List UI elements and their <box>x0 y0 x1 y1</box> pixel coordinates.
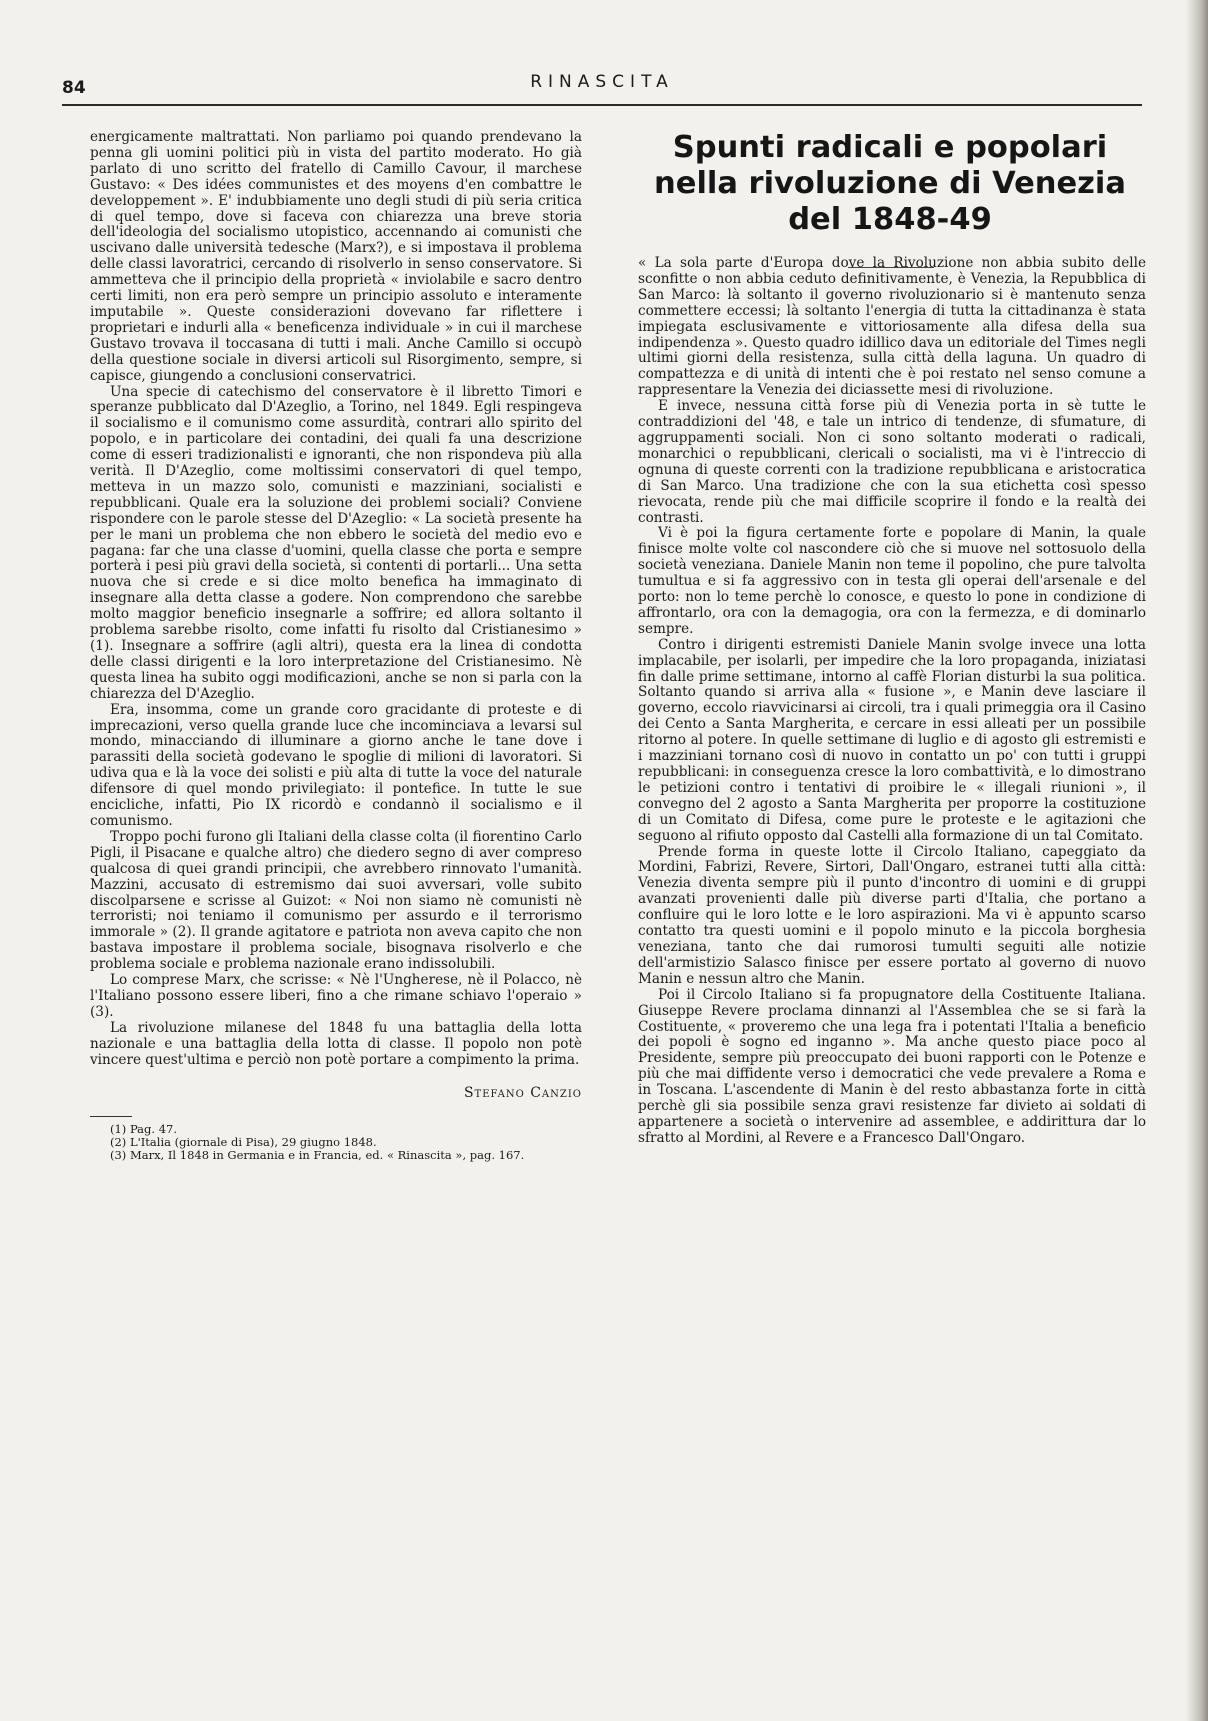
journal-title: RINASCITA <box>530 72 674 92</box>
left-paragraph: Era, insomma, come un grande coro gracidante di proteste e di imprecazioni, verso quella grande luce che incominciava a levarsi sul mondo, minacciando di illuminare a giorno anche le tane dove i parassiti della società godevano le spoglie di milioni di lavoratori. Si udiva qua e là la voce dei solisti e più alta di tutte la voce del naturale difensore di quel mondo privilegiato: il pontefice. In tutte le sue encicliche, infatti, Pio IX ricordò e condannò il socialismo e il comunismo. <box>90 701 582 829</box>
right-paragraph: Poi il Circolo Italiano si fa propugnatore della Costituente Italiana. Giuseppe Revere proclama dinnanzi al l'Assemblea che se si farà la Costituente, « proveremo che una lega fra i potentati l'Italia a beneficio dei popoli è sogno ed inganno ». Ma anche questo piace poco al Presidente, sempre più preoccupato dei buoni rapporti con le Potenze e più che mai diffidente verso i democratici che vede prevalere a Roma e in Toscana. L'ascendente di Manin è del resto abbastanza forte in città perchè gli sia possibile senza gravi resistenze far divieto ai soldati di appartenere a società o intervenire ad assemblee, e addirittura dar lo sfratto al Mordini, al Revere e a Francesco Dall'Ongaro. <box>638 986 1146 1146</box>
left-paragraph: La rivoluzione milanese del 1848 fu una battaglia della lotta nazionale e una battaglia della lotta di classe. Il popolo non potè vincere quest'ultima e perciò non potè portare a compimento la prima. <box>90 1019 582 1068</box>
right-paragraph: Prende forma in queste lotte il Circolo Italiano, capeggiato da Mordini, Fabrizi, Revere, Sirtori, Dall'Ongaro, estranei tutti alla città: Venezia diventa sempre più il punto d'incontro di uomini e di gruppi avanzati provenienti dalle più diverse parti d'Italia, che portano a confluire qui le loro lotte e le loro aspirazioni. Ma vi è appunto scarso contatto tra questi uomini e il popolo minuto e la piccola borghesia veneziana, tanto che dai rumorosi tumulti seguiti alle notizie dell'armistizio Salasco finisce per essere portato al governo di nuovo Manin e nessun altro che Manin. <box>638 843 1146 987</box>
footnote: (2) L'Italia (giornale di Pisa), 29 giugno 1848. <box>110 1135 377 1150</box>
author-signature: Stefano Canzio <box>463 1085 582 1102</box>
left-paragraph: Lo comprese Marx, che scrisse: « Nè l'Ungherese, nè il Polacco, nè l'Italiano possono essere liberi, fino a che rimane schiavo l'operaio » (3). <box>90 972 582 1020</box>
left-paragraph: Troppo pochi furono gli Italiani della classe colta (il fiorentino Carlo Pigli, il Pisacane e qualche altro) che diedero segno di aver compreso qualcosa di quei grandi principii, che avrebbero rinnovato l'umanità. Mazzini, accusato di estremismo dai suoi avversari, volle subito discolparsene e scrisse al Guizot: « Noi non siamo nè comunisti nè terroristi; noi teniamo il comunismo per assurdo e il terrorismo immorale » (2). Il grande agitatore e patriota non aveva capito che non bastava impostare il problema sociale, bisognava risolverlo e che problema sociale e problema nazionale erano indissolubili. <box>90 828 582 973</box>
right-paragraph: E invece, nessuna città forse più di Venezia porta in sè tutte le contraddizioni del '48, e tale un intrico di tendenze, di sfumature, di aggruppamenti sociali. Non ci sono soltanto moderati o radicali, monarchici o repubblicani, clericali o socialisti, ma vi è l'intreccio di ognuna di queste correnti con la tradizione repubblicana e aristocratica di San Marco. Una tradizione che con la sua etichetta così spesso rievocata, rende più che mai difficile scoprire il fondo e la realtà dei contrasti. <box>638 398 1146 526</box>
page-edge-shadow <box>1186 0 1208 1721</box>
left-column <box>90 130 582 1162</box>
page-number: 84 <box>62 78 86 98</box>
footnote-rule <box>90 1116 132 1117</box>
running-head <box>62 70 1142 106</box>
footnote: (1) Pag. 47. <box>110 1122 177 1137</box>
right-paragraph: Vi è poi la figura certamente forte e popolare di Manin, la quale finisce molte volte col nascondere ciò che si muove nel sottosuolo della società veneziana. Daniele Manin non teme il popolino, che pure talvolta tumultua e si fa aggressivo con in testa gli operai dell'arsenale e del porto: non lo teme perchè lo conosce, e questo lo pone in condizione di affrontarlo, ora con la demagogia, ora con la fermezza, e di dominarlo sempre. <box>638 525 1146 637</box>
right-paragraph: « La sola parte d'Europa dove la Rivoluzione non abbia subito delle sconfitte o non abbia ceduto definitivamente, è Venezia, la Repubblica di San Marco: là soltanto il governo rivoluzionario si è mantenuto senza commettere eccessi; là soltanto l'energia di tutta la cittadinanza è stata impiegata esclusivamente e vittoriosamente alla difesa della sua indipendenza ». Questo quadro idillico dava un editoriale del Times negli ultimi giorni della resistenza, sulla città della laguna. Un quadro di compattezza e di unità di intenti che è poi restato nel senso comune a rappresentare la Venezia dei diciassette mesi di rivoluzione. <box>638 255 1146 399</box>
right-column <box>638 256 1146 1147</box>
article-title: Spunti radicali e popolari nella rivoluzione di Venezia del 1848-49 <box>654 130 1126 237</box>
right-paragraph: Contro i dirigenti estremisti Daniele Manin svolge invece una lotta implacabile, per isolarli, per impedire che la loro propaganda, iniziatasi fin dalle prime settimane, intorno al caffè Florian disturbi la sua politica. Soltanto quando si arriva alla « fusione », e Manin deve lasciare il governo, eccolo riavvicinarsi ai circoli, tra i quali primeggia ora il Casino dei Cento a Santa Margherita, e cercare in essi alleati per un possibile ritorno al potere. In quelle settimane di luglio e di agosto gli estremisti e i mazziniani tornano così di nuovo in contatto un po' con tutti i gruppi repubblicani: in conseguenza cresce la loro combattività, e lo dimostrano le petizioni contro i tentativi di proibire le « illegali riunioni », il convegno del 2 agosto a Santa Margherita per proporre la costituzione di un Comitato di Difesa, come pure le proteste e le agitazioni che seguono al rifiuto opposto dal Castelli alla formazione di un tal Comitato. <box>638 636 1146 844</box>
left-paragraph: Una specie di catechismo del conservatore è il libretto Timori e speranze pubblicato dal D'Azeglio, a Torino, nel 1849. Egli respingeva il socialismo e il comunismo come assurdità, contrari allo spirito del popolo, e in particolare dei contadini, dei quali fa una descrizione come di esseri tradizionalisti e ignoranti, che non rispondeva più alla verità. Il D'Azeglio, come moltissimi conservatori di quel tempo, metteva in un mazzo solo, comunisti e mazziniani, socialisti e repubblicani. Quale era la soluzione dei problemi sociali? Conviene rispondere con le parole stesse del D'Azeglio: « La società presente ha per le mani un problema che non ebbero le società del medio evo e pagana: far che una classe d'uomini, quella classe che porta e sempre porterà i pesi più gravi della società, si contenti di portarli... Una setta nuova che si crede e si dice molto benefica ha immaginato di insegnare alla detta classe a godere. Non comprendono che sarebbe molto maggior beneficio insegnarle a soffrire; ed allora soltanto il problema sarebbe risolto, come infatti fu risolto dal Cristianesimo » (1). Insegnare a soffrire (agli altri), questa era la linea di condotta delle classi dirigenti e la loro interpretazione del Cristianesimo. Nè questa linea ha subito oggi modificazioni, anche se non si parla con la chiarezza del D'Azeglio. <box>90 383 582 702</box>
left-paragraph: energicamente maltrattati. Non parliamo poi quando prendevano la penna gli uomini politici più in vista del partito moderato. Ho già parlato di uno scritto del fratello di Camillo Cavour, il marchese Gustavo: « Des idées communistes et des moyens d'en combattre le developpement ». E' indubbiamente uno degli studi di più seria critica di quel tempo, dove si faceva con chiarezza una breve storia dell'ideologia del socialismo utopistico, accennando ai comunisti che uscivano dalle università tedesche (Marx?), e si impostava il problema delle classi lavoratrici, cercando di risolverlo in senso conservatore. Si ammetteva che il principio della proprietà « inviolabile e sacro dentro certi limiti, non era però sempre un principio assoluto e interamente imputabile ». Queste considerazioni dovevano far riflettere i proprietari e indurli alla « beneficenza individuale » in cui il marchese Gustavo trovava il toccasana di tutti i mali. Anche Camillo si occupò della questione sociale in diversi articoli sul Risorgimento, sempre, si capisce, giungendo a conclusioni conservatrici. <box>90 129 582 384</box>
footnote: (3) Marx, Il 1848 in Germania e in Francia, ed. « Rinascita », pag. 167. <box>110 1148 525 1163</box>
